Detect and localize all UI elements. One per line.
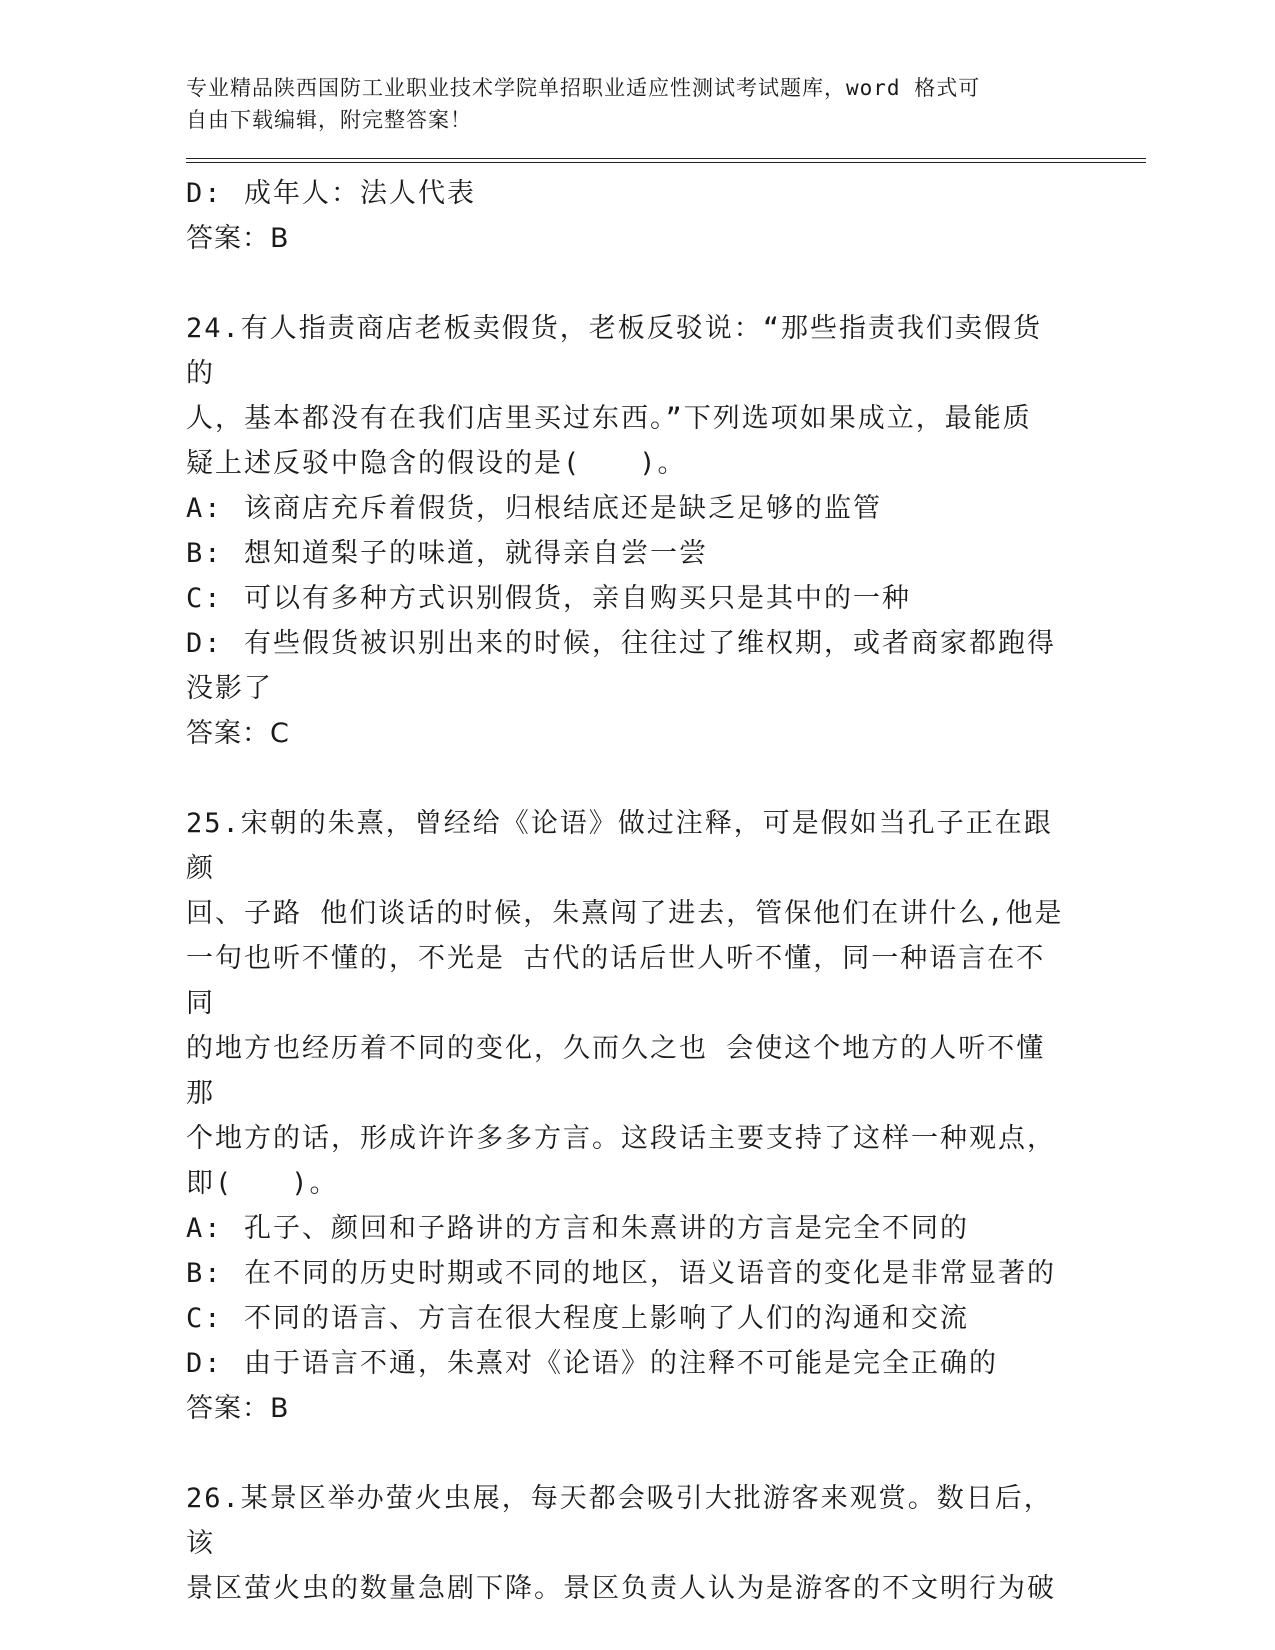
question-26 <box>186 1476 1066 1611</box>
answer-prev: 答案：B <box>186 223 290 254</box>
question-text-line: 的地方也经历着不同的变化，久而久之也 会使这个地方的人听不懂那 <box>186 1033 1046 1109</box>
document-body <box>186 171 1066 1611</box>
question-text-line: 26.某景区举办萤火虫展，每天都会吸引大批游客来观赏。数日后，该 <box>186 1483 1053 1559</box>
question-24 <box>186 306 1066 756</box>
option-d: D: 有些假货被识别出来的时候，往往过了维权期，或者商家都跑得 <box>186 628 1056 659</box>
option-c: C: 可以有多种方式识别假货，亲自购买只是其中的一种 <box>186 583 911 614</box>
header-divider <box>186 158 1146 163</box>
option-d: D: 成年人：法人代表 <box>186 178 476 209</box>
option-b: B: 想知道梨子的味道，就得亲自尝一尝 <box>186 538 708 569</box>
answer-24: 答案：C <box>186 718 290 749</box>
question-text-line: 个地方的话，形成许许多多方言。这段话主要支持了这样一种观点， <box>186 1123 1056 1154</box>
option-a: A: 该商店充斥着假货，归根结底还是缺乏足够的监管 <box>186 493 882 524</box>
question-text-line: 人，基本都没有在我们店里买过东西。”下列选项如果成立，最能质 <box>186 403 1032 434</box>
question-25 <box>186 801 1066 1431</box>
option-b: B: 在不同的历史时期或不同的地区，语义语音的变化是非常显著的 <box>186 1258 1056 1289</box>
question-text-line: 回、子路 他们谈话的时候，朱熹闯了进去，管保他们在讲什么,他是 <box>186 898 1064 929</box>
question-text-line: 24.有人指责商店老板卖假货，老板反驳说：“那些指责我们卖假货的 <box>186 313 1043 389</box>
header-line-1: 专业精品陕西国防工业职业技术学院单招职业适应性测试考试题库，word 格式可 <box>186 76 981 100</box>
question-text-line: 景区萤火虫的数量急剧下降。景区负责人认为是游客的不文明行为破 <box>186 1573 1056 1604</box>
option-c: C: 不同的语言、方言在很大程度上影响了人们的沟通和交流 <box>186 1303 969 1334</box>
question-text-line: 25.宋朝的朱熹，曾经给《论语》做过注释，可是假如当孔子正在跟颜 <box>186 808 1053 884</box>
page-header <box>186 72 1066 136</box>
document-page <box>186 72 1146 1611</box>
answer-25: 答案：B <box>186 1393 290 1424</box>
option-d: D: 由于语言不通，朱熹对《论语》的注释不可能是完全正确的 <box>186 1348 998 1379</box>
header-line-2: 自由下载编辑，附完整答案！ <box>186 108 472 132</box>
question-text-line: 一句也听不懂的，不光是 古代的话后世人听不懂，同一种语言在不同 <box>186 943 1046 1019</box>
question-text-line: 即( )。 <box>186 1168 339 1199</box>
option-d-continued: 没影了 <box>186 673 273 704</box>
option-a: A: 孔子、颜回和子路讲的方言和朱熹讲的方言是完全不同的 <box>186 1213 969 1244</box>
question-text-line: 疑上述反驳中隐含的假设的是( )。 <box>186 448 687 479</box>
